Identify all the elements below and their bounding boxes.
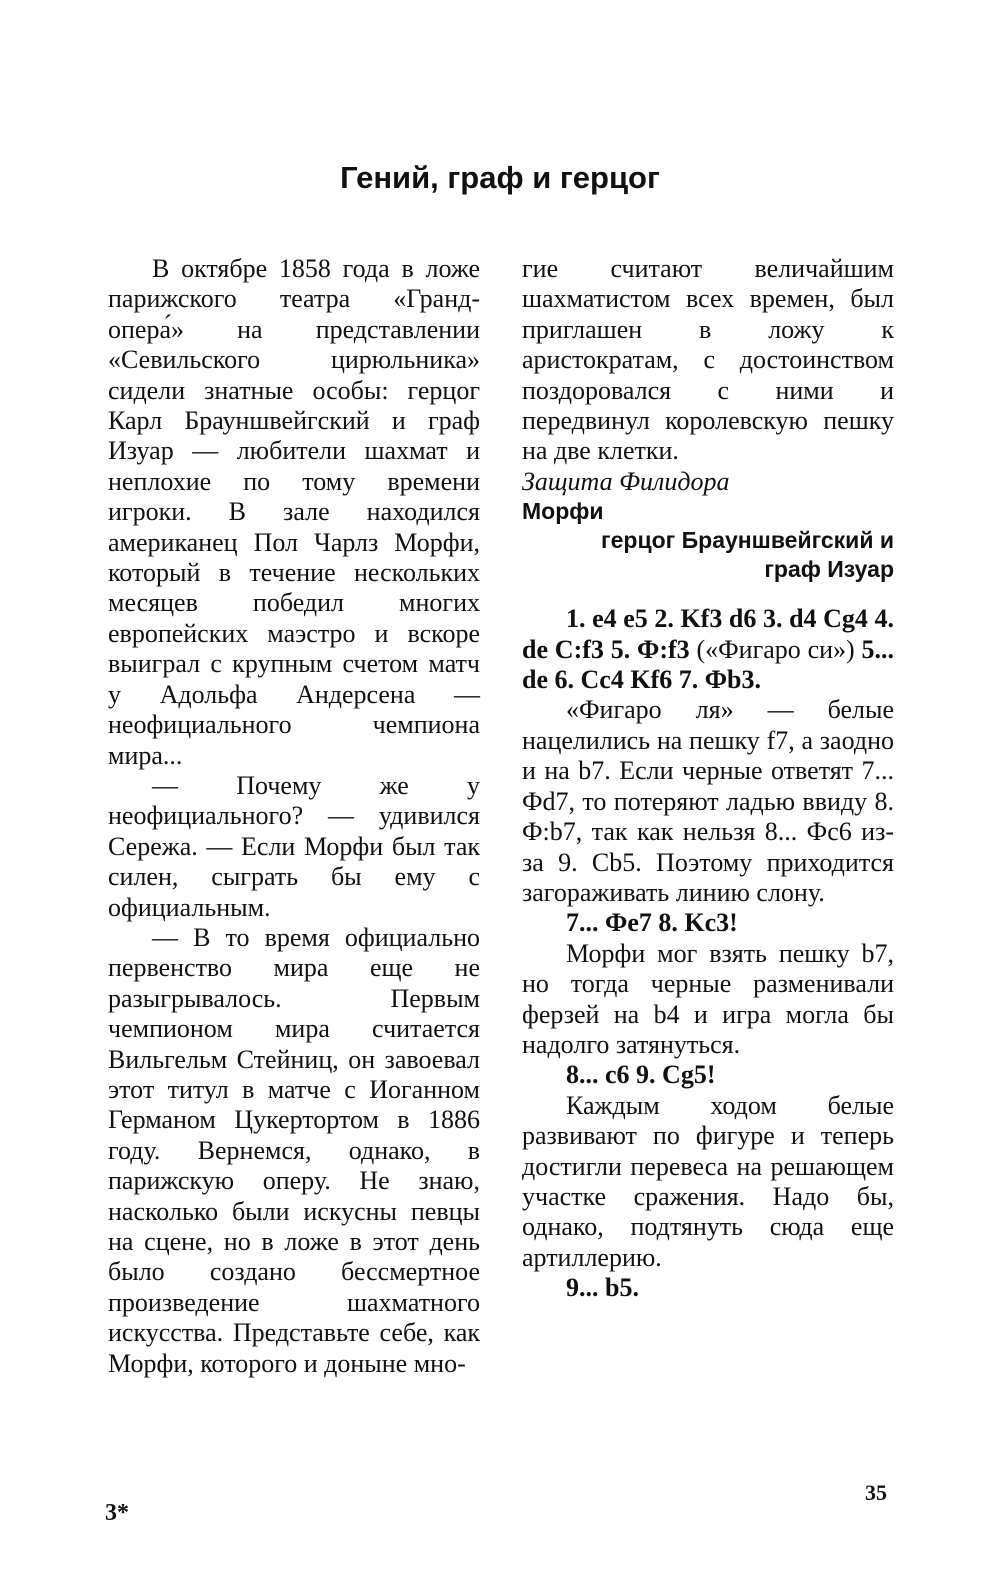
commentary: Каждым ходом белые развивают по фигуре и теперь достигли перевеса на решающем участке сражения. Надо бы, однако, подтянуть сюда еще артиллерию. <box>522 1090 894 1272</box>
black-player-line: граф Изуар <box>764 556 894 583</box>
black-player-line: герцог Брауншвейгский и <box>601 527 894 554</box>
chess-moves: 9... b5. <box>566 1273 639 1303</box>
commentary: Морфи мог взять пешку b7, но тогда черные разменивали ферзей на b4 и игра могла бы надолго затянуться. <box>522 938 894 1059</box>
moves-comment: («Фигаро си») <box>696 634 855 664</box>
chess-moves: 8... c6 9. Cg5! <box>566 1060 716 1090</box>
players-heading <box>522 497 894 584</box>
paragraph: — Почему же у неофициального? — удивился Сережа. — Если Морфи был так силен, сыграть бы ему с официальным. <box>108 770 480 922</box>
white-player: Морфи <box>522 498 604 525</box>
page-number: 35 <box>865 1480 887 1505</box>
chapter-title: Гений, граф и герцог <box>340 160 660 195</box>
moves-paragraph <box>522 604 894 695</box>
left-column <box>108 254 480 1379</box>
paragraph: — В то время официально первенство мира еще не разыгрывалось. Первым чемпионом мира считается Вильгельм Стейниц, он завоевал этот титул в матче с Иоганном Германом Цукертортом в 1886 году. Вернемся, однако, в парижскую оперу. Не знаю, насколько были искусны певцы на сцене, но в ложе в этот день было создано бессмертное произведение шахматного искусства. Представьте себе, как Морфи, которого и доныне мно- <box>108 922 480 1378</box>
paragraph: гие считают величайшим шахматистом всех времен, был приглашен в ложу к аристократам, с достоинством поздоровался с ними и передвинул королевскую пешку на две клетки. <box>522 254 894 466</box>
commentary: «Фигаро ля» — белые нацелились на пешку f7, а заодно и на b7. Если черные ответят 7... Фd7, то потеряют ладью ввиду 8. Ф:b7, так как нельзя 8... Фc6 из-за 9. Cb5. Поэтому приходится загораживать линию слону. <box>522 695 894 907</box>
right-column <box>522 254 894 1304</box>
signature-mark: 3* <box>105 1500 129 1526</box>
chess-moves: 5... de 6. Cc4 Kf6 7. Фb3. <box>522 634 895 695</box>
paragraph: В октябре 1858 года в ложе парижского театра «Гранд-опера́» на представлении «Севильского цирюльника» сидели знатные особы: герцог Карл Брауншвейгский и граф Изуар — любители шахмат и неплохие по тому времени игроки. В зале находился американец Пол Чарлз Морфи, который в течение нескольких месяцев победил многих европейских маэстро и вскоре выиграл с крупным счетом матч у Адольфа Андерсена — неофициального чемпиона мира... <box>108 254 480 770</box>
chess-moves: 1. e4 e5 2. Kf3 d6 3. d4 Cg4 4. de C:f3 5. Ф:f3 <box>522 604 894 664</box>
chess-moves: 7... Фe7 8. Kc3! <box>566 908 738 938</box>
opening-name: Защита Филидора <box>522 466 730 496</box>
